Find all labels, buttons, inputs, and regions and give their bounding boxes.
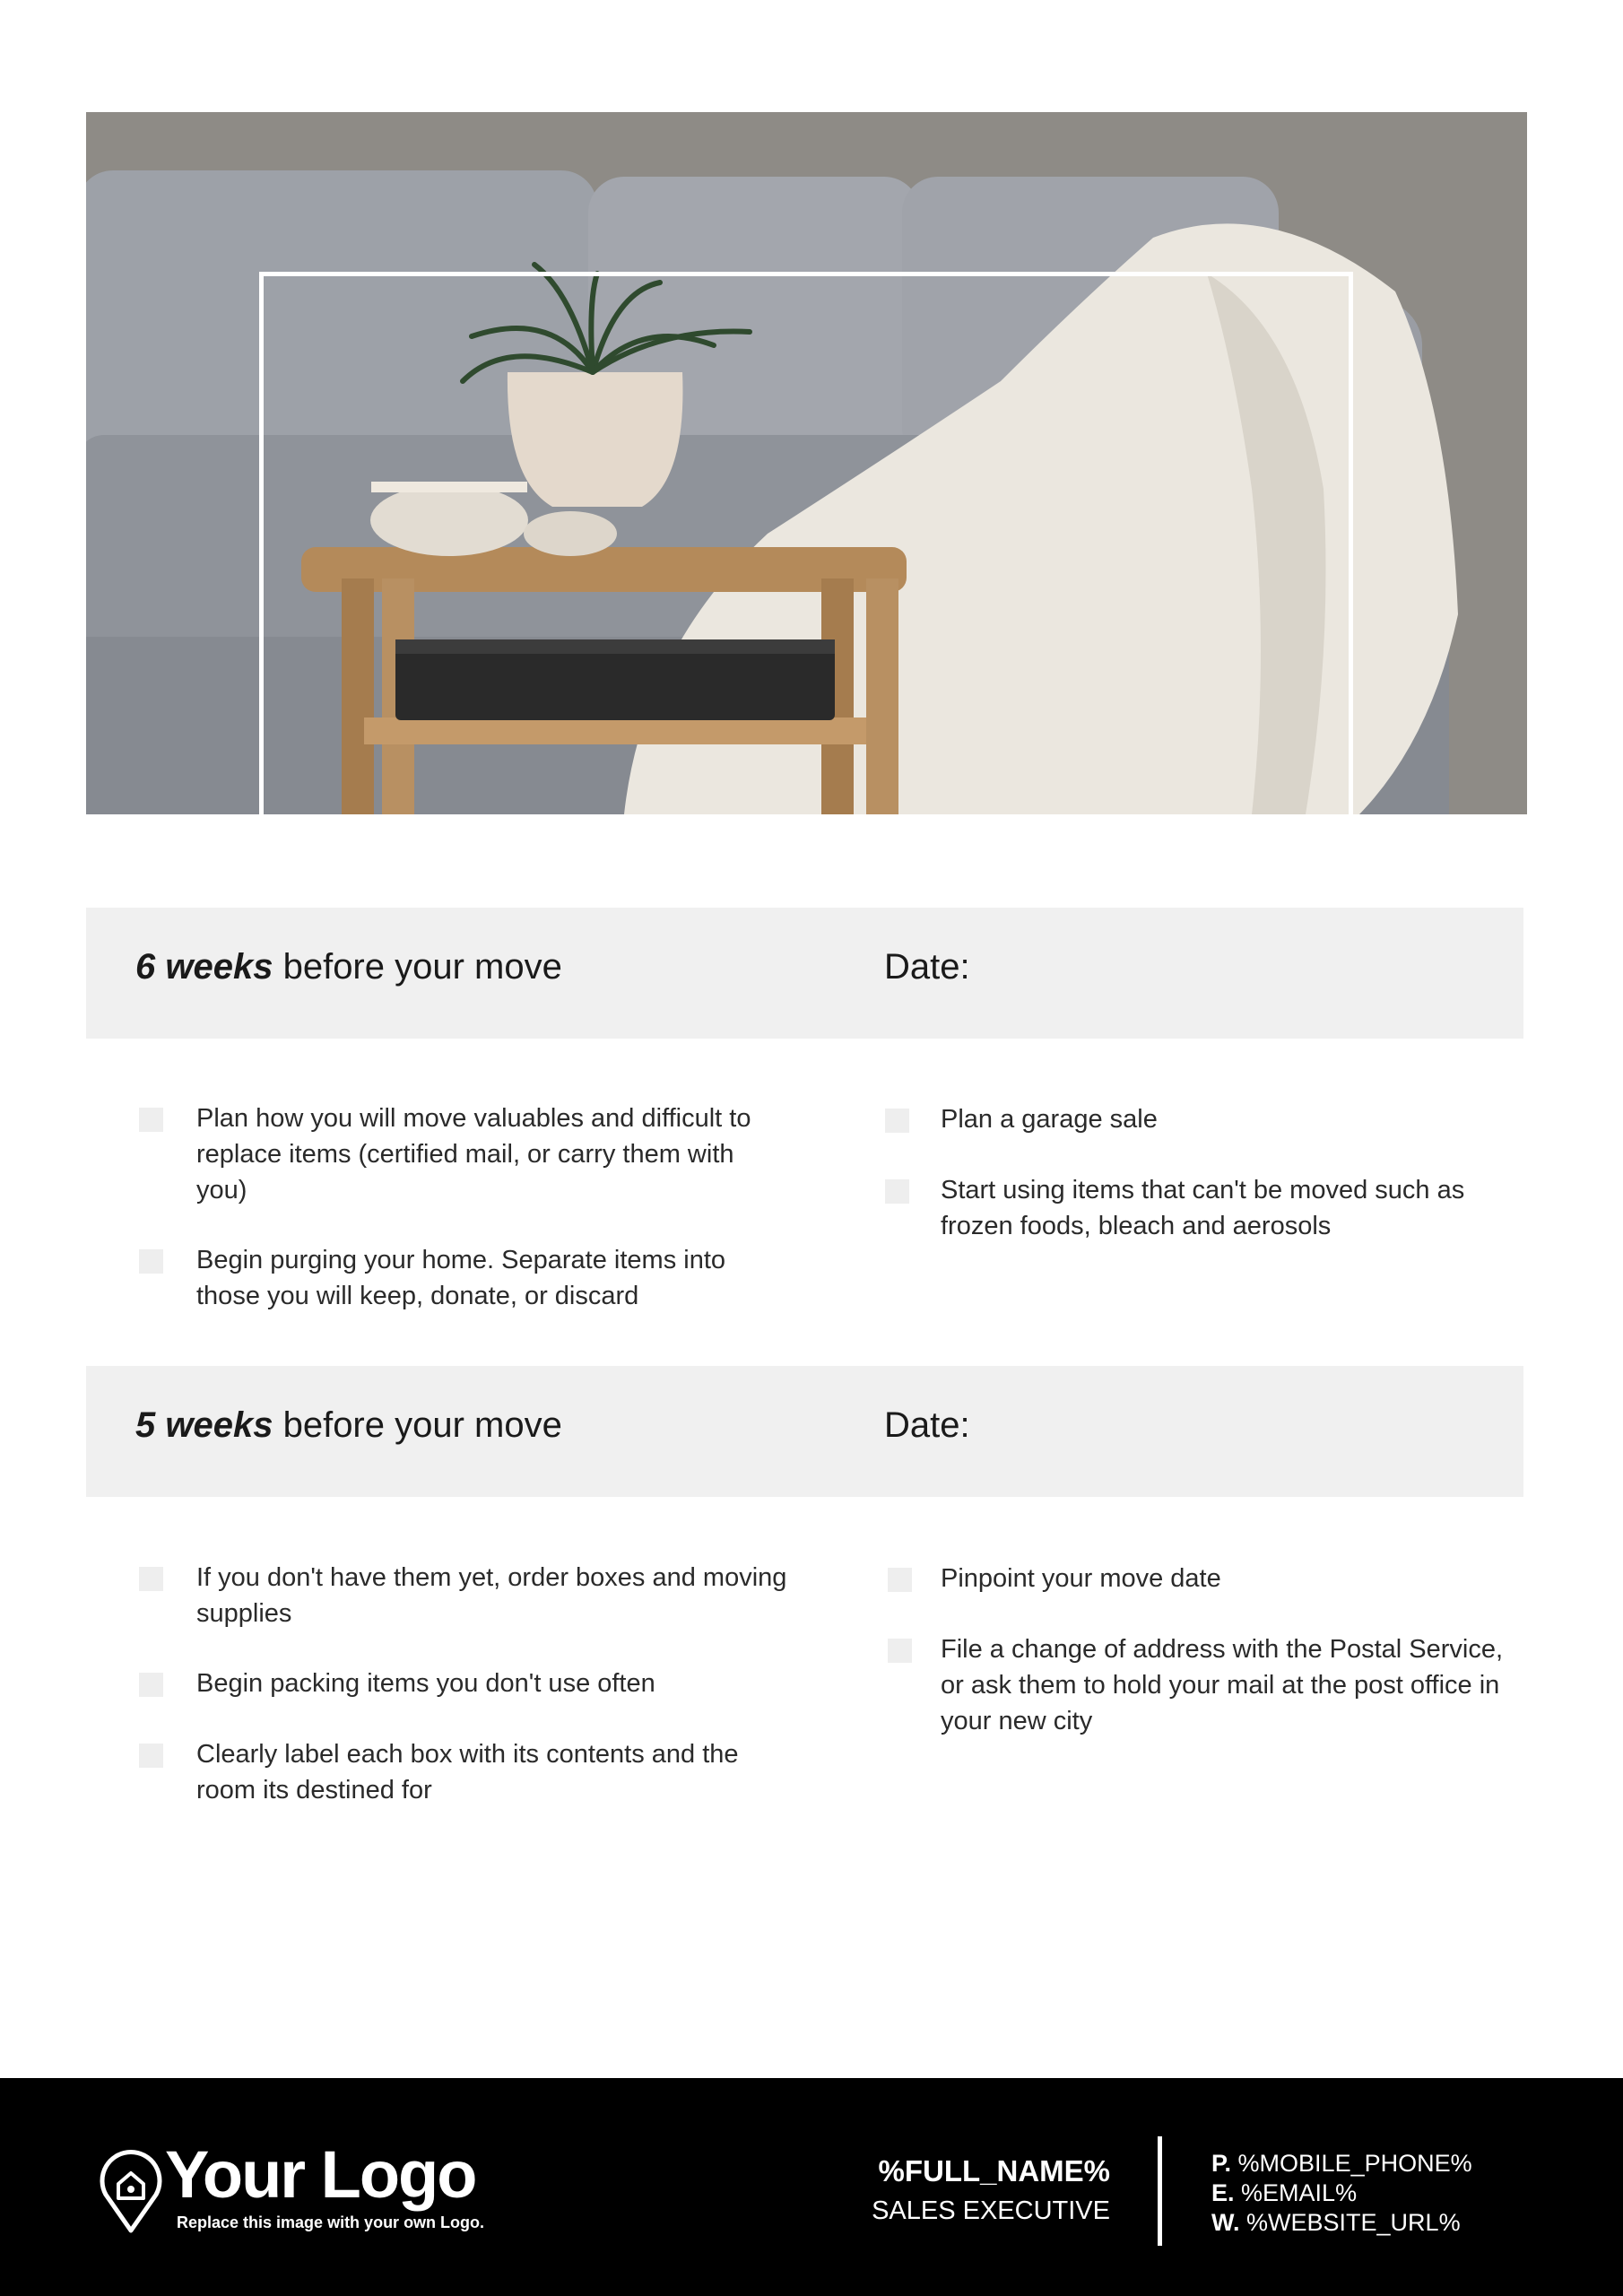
weeks-label: 5 weeks: [135, 1405, 273, 1445]
agent-full-name: %FULL_NAME%: [878, 2154, 1110, 2187]
checkbox[interactable]: [139, 1108, 163, 1132]
checkbox[interactable]: [139, 1567, 163, 1591]
checklist-item-text: Plan a garage sale: [941, 1105, 1158, 1134]
checkbox[interactable]: [885, 1109, 909, 1133]
checklist-item-text: If you don't have them yet, order boxes and moving supplies: [196, 1563, 787, 1628]
heading-rest: before your move: [273, 1405, 562, 1445]
footer: [0, 2078, 1623, 2296]
checklist-item-text: Plan how you will move valuables and difficult to replace items (certified mail, or carry them with you): [196, 1104, 751, 1205]
checkbox[interactable]: [139, 1249, 163, 1274]
checkbox[interactable]: [139, 1744, 163, 1768]
website-value[interactable]: %WEBSITE_URL%: [1246, 2209, 1461, 2236]
checklist-item-text: Clearly label each box with its contents and the room its destined for: [196, 1740, 739, 1805]
checklist-item-text: File a change of address with the Postal Service, or ask them to hold your mail at the post office in your new city: [941, 1635, 1504, 1735]
footer-divider: [1158, 2136, 1162, 2246]
date-label: Date:: [884, 1405, 970, 1445]
checklist-item-text: Begin purging your home. Separate items into those you will keep, donate, or discard: [196, 1246, 726, 1310]
weeks-label: 6 weeks: [135, 947, 273, 987]
logo-text: Your Logo: [165, 2137, 476, 2212]
email-value[interactable]: %EMAIL%: [1241, 2179, 1358, 2206]
contact-phone: [1211, 2149, 1472, 2179]
location-pin-icon: [99, 2150, 163, 2234]
heading-rest: before your move: [273, 947, 562, 987]
section-5-weeks-header: [86, 1366, 1523, 1497]
checkbox[interactable]: [139, 1673, 163, 1697]
checkbox[interactable]: [888, 1568, 912, 1592]
date-label: Date:: [884, 947, 970, 987]
logo-subtext: Replace this image with your own Logo.: [177, 2213, 485, 2231]
phone-value[interactable]: %MOBILE_PHONE%: [1237, 2150, 1472, 2177]
contact-website: [1211, 2208, 1461, 2238]
contact-email: [1211, 2179, 1357, 2208]
checkbox[interactable]: [885, 1179, 909, 1204]
phone-label: P.: [1211, 2150, 1232, 2177]
checklist-item-text: Pinpoint your move date: [941, 1564, 1221, 1593]
checklist-item-text: Begin packing items you don't use often: [196, 1669, 655, 1698]
hero-photo: [86, 112, 1527, 814]
section-6-weeks-header: [86, 908, 1523, 1039]
website-label: W.: [1211, 2209, 1240, 2236]
email-label: E.: [1211, 2179, 1235, 2206]
agent-job-title: SALES EXECUTIVE: [872, 2196, 1110, 2225]
hero-white-frame: [259, 272, 1353, 814]
section-heading: [135, 1405, 562, 1446]
checklist-item-text: Start using items that can't be moved such as frozen foods, bleach and aerosols: [941, 1176, 1465, 1240]
checkbox[interactable]: [888, 1639, 912, 1663]
section-heading: [135, 947, 562, 987]
